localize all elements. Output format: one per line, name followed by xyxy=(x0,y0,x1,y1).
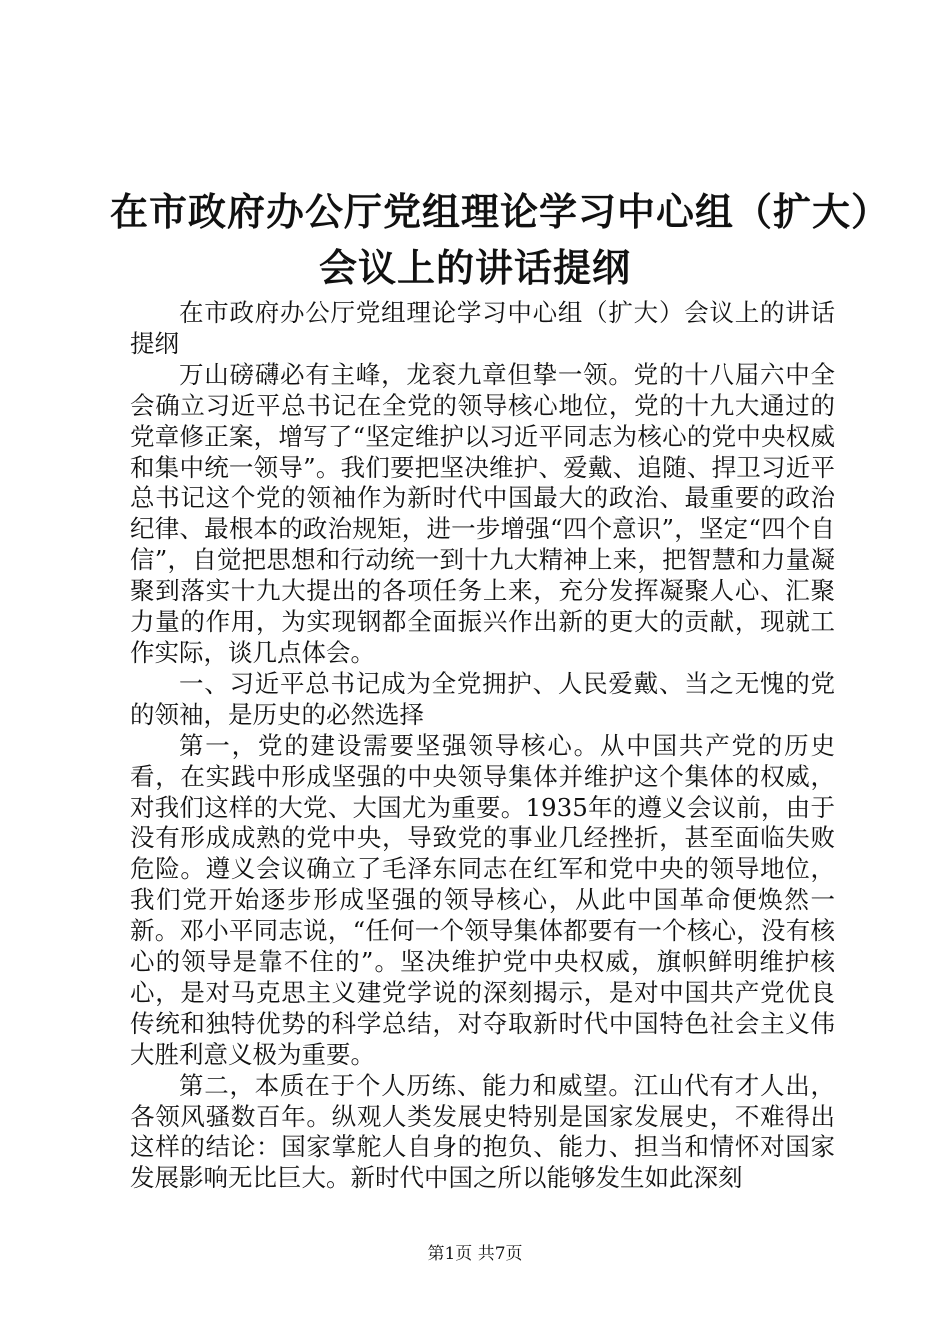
document-title-line-2: 会议上的讲话提纲 xyxy=(318,245,631,290)
section-heading-1: 一、习近平总书记成为全党拥护、人民爱戴、当之无愧的党的领袖，是历史的必然选择 xyxy=(130,668,835,729)
paragraph-first-point: 第一，党的建设需要坚强领导核心。从中国共产党的历史看，在实践中形成坚强的中央领导集体并维护这个集体的权威，对我们这样的大党、大国尤为重要。1935年的遵义会议前，由于没有形成成熟的党中央，导致党的事业几经挫折，甚至面临失败危险。遵义会议确立了毛泽东同志在红军和党中央的领导地位，我们党开始逐步形成坚强的领导核心，从此中国革命便焕然一新。邓小平同志说，“任何一个领导集体都要有一个核心，没有核心的领导是靠不住的”。坚决维护党中央权威，旗帜鲜明维护核心，是对马克思主义建党学说的深刻揭示，是对中国共产党优良传统和独特优势的科学总结，对夺取新时代中国特色社会主义伟大胜利意义极为重要。 xyxy=(130,730,835,1069)
paragraph-second-point: 第二，本质在于个人历练、能力和威望。江山代有才人出，各领风骚数百年。纵观人类发展史特别是国家发展史，不难得出这样的结论：国家掌舵人自身的抱负、能力、担当和情怀对国家发展影响无比巨大。新时代中国之所以能够发生如此深刻 xyxy=(130,1070,835,1193)
page-number-footer: 第1页 共7页 xyxy=(427,1244,523,1264)
paragraph-intro: 万山磅礴必有主峰，龙衮九章但挚一领。党的十八届六中全会确立习近平总书记在全党的领导核心地位，党的十九大通过的党章修正案，增写了“坚定维护以习近平同志为核心的党中央权威和集中统一领导”。我们要把坚决维护、爱戴、追随、捍卫习近平总书记这个党的领袖作为新时代中国最大的政治、最重要的政治纪律、最根本的政治规矩，进一步增强“四个意识”，坚定“四个自信”，自觉把思想和行动统一到十九大精神上来，把智慧和力量凝聚到落实十九大提出的各项任务上来，充分发挥凝聚人心、汇聚力量的作用，为实现钢都全面振兴作出新的更大的贡献，现就工作实际，谈几点体会。 xyxy=(130,359,835,667)
paragraph-heading-repeat: 在市政府办公厅党组理论学习中心组（扩大）会议上的讲话提纲 xyxy=(130,298,835,358)
document-body xyxy=(130,298,835,1194)
document-title-line-1: 在市政府办公厅党组理论学习中心组（扩大） xyxy=(110,189,891,234)
